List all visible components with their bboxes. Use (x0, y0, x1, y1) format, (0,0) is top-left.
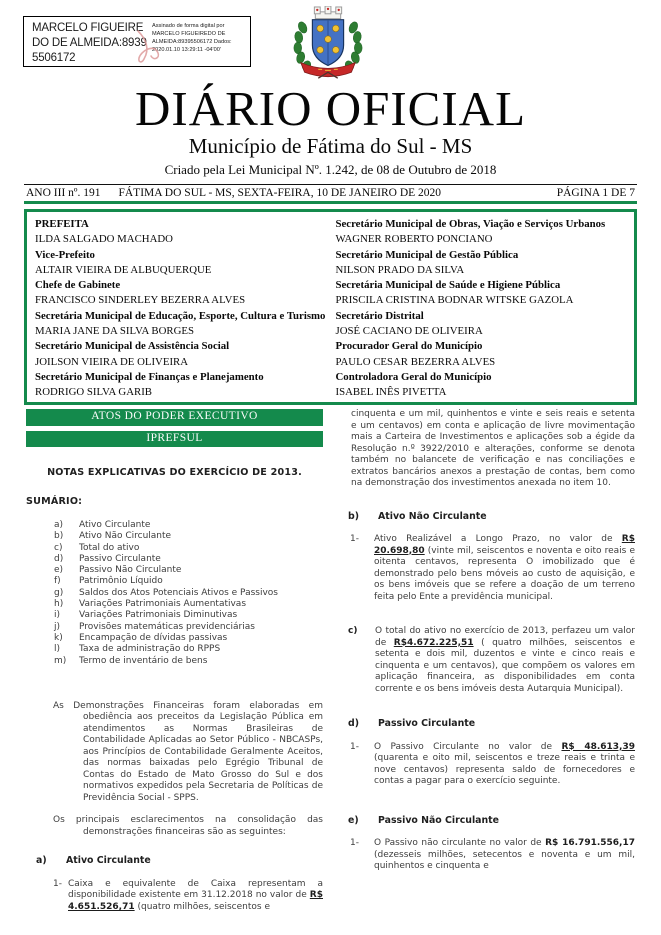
edition-number: ANO III nº. 191 (26, 187, 101, 199)
official-entry: Secretário Municipal de Assistência Social JOILSON VIEIRA DE OLIVEIRA (35, 340, 230, 368)
official-entry: Procurador Geral do Município PAULO CESAR BEZERRA ALVES (335, 340, 496, 368)
summary-item: k) Encampação de dívidas passivas (54, 632, 228, 643)
value-passivo-nao-circulante: R$ 16.791.556,17 (545, 838, 635, 848)
gazette-subtitle: Município de Fátima do Sul - MS (188, 134, 473, 158)
official-entry: Secretário Municipal de Gestão Pública NILSON PRADO DA SILVA (335, 248, 519, 276)
official-entry: Vice-Prefeito ALTAIR VIEIRA DE ALBUQUERQUE (35, 248, 212, 276)
item-c: c) O total do ativo no exercício de 2013, perfazeu um valor de R$4.672.225,51 ( quatro milhões, seiscentos e setenta e dois mil, duzentos e vinte e cinco reais e cinquenta e um centavos), que compõem os valores em aplicação financeira, as disponibilidades em conta corrente e os bens imóveis desta Autarquia Municipal). (348, 626, 635, 694)
official-entry: Controladora Geral do Município ISABEL INÊS PIVETTA (335, 370, 492, 399)
officials-left-column (35, 217, 326, 399)
paragraph-norms: As Demonstrações Financeiras foram elaboradas em obediência aos preceitos da Legislação Pública em atendimentos as Normas Brasileiras de Contabilidade Aplicadas ao Setor Público - NBCASPs, aos Princípios de Contabilidade Geralmente Aceitos, das normas baixadas pelo Egrégio Tribunal de Contas do Estado de Mato Grosso do Sul e dos normativos expedidos pela Secretaria de Políticas de Previdência Social - SPPS. (53, 700, 323, 803)
page-indicator: PÁGINA 1 DE 7 (556, 187, 635, 199)
item-d1: 1- O Passivo Circulante no valor de R$ 48.613,39 (quarenta e oito mil, seiscentos e treze reais e trinta e nove centavos) representa saldo de fornecedores e contas a pagar para o exercício seguinte. (350, 741, 636, 786)
official-entry: Secretário Distrital JOSÉ CACIANO DE OLIVEIRA (335, 309, 483, 338)
value-passivo-circulante: R$ 48.613,39 (561, 741, 636, 752)
creation-law-line: Criado pela Lei Municipal Nº. 1.242, de 08 de Outubro de 2018 (164, 162, 497, 177)
officials-right-column (335, 217, 627, 399)
officials-box (24, 209, 637, 405)
municipal-crest (289, 6, 367, 84)
summary-item: j) Provisões matemáticas previdenciárias (54, 621, 255, 632)
section-banner-iprefsul: IPREFSUL (26, 431, 323, 448)
digital-signature-box (23, 16, 251, 67)
value-ativo-circulante: R$ 4.651.526,71 (68, 890, 323, 912)
summary-item: e) Passivo Não Circulante (54, 565, 182, 576)
item-a1: 1- Caixa e equivalente de Caixa representam a disponibilidade existente em 31.12.2018 no valor de R$ 4.651.526,71 (quatro milhões, seiscentos e (53, 878, 323, 912)
section-heading-a: a) Ativo Circulante (36, 855, 151, 867)
gazette-title: DIÁRIO OFICIAL (135, 81, 526, 136)
article-heading: NOTAS EXPLICATIVAS DO EXERCÍCIO DE 2013. (47, 467, 302, 478)
summary-item: f) Patrimônio Líquido (54, 576, 163, 587)
summary-item: a) Ativo Circulante (54, 520, 151, 530)
official-entry: Secretário Municipal de Obras, Viação e Serviços Urbanos WAGNER ROBERTO PONCIANO (335, 218, 606, 246)
value-total-ativo: R$4.672.225,51 (393, 637, 474, 648)
official-entry: Secretária Municipal de Saúde e Higiene Pública PRISCILA CRISTINA BODNAR WITSKE GAZOLA (335, 279, 574, 307)
section-heading-d: d) Passivo Circulante (348, 718, 476, 729)
left-column (26, 409, 323, 913)
value-realizavel-longo-prazo: R$ 20.698,80 (374, 534, 635, 556)
summary-item: m) Termo de inventário de bens (54, 655, 208, 666)
official-entry: Secretário Municipal de Finanças e Planejamento RODRIGO SILVA GARIB (35, 370, 264, 399)
summary-title: SUMÁRIO: (26, 495, 83, 507)
item-e1: 1- O Passivo não circulante no valor de R$ 16.791.556,17 (dezesseis milhões, setecentos e noventa e um mil, quinhentos e cinquenta e (350, 838, 635, 871)
summary-item: d) Passivo Circulante (54, 553, 161, 564)
summary-item: c) Total do ativo (54, 542, 140, 553)
body-columns (0, 405, 661, 913)
signature-details: Assinado de forma digital por MARCELO FIGUEIREDO DE ALMEIDA:89395506172 Dados: 2020.01.10 13:29:11 -04'00' (152, 23, 232, 53)
signature-signer-name: MARCELO FIGUEIREDO DE ALMEIDA:89395506172 (32, 22, 147, 64)
summary-item: g) Saldos dos Atos Potenciais Ativos e Passivos (54, 587, 278, 598)
section-heading-b: b) Ativo Não Circulante (348, 510, 487, 522)
paragraph-clarifications: Os principais esclarecimentos na consolidação das demonstrações financeiras são as seguintes: (53, 815, 323, 837)
summary-list (26, 520, 323, 667)
summary-item: b) Ativo Não Circulante (54, 531, 172, 542)
official-entry: Secretária Municipal de Educação, Esporte, Cultura e Turismo MARIA JANE DA SILVA BORGES (35, 309, 326, 338)
item-b1: 1- Ativo Realizável a Longo Prazo, no valor de R$ 20.698,80 (vinte mil, seiscentos e noventa e oito reais e oitenta centavos, representa O imobilizado que é demonstrado pelo bens móveis ao custo de aquisição, e os bens imóveis que se refere a doação de um terreno feita pelo Ente a previdência municipal. (350, 534, 635, 602)
official-entry: PREFEITA ILDA SALGADO MACHADO (35, 218, 173, 246)
summary-item: l) Taxa de administração do RPPS (54, 644, 221, 655)
green-divider (24, 201, 637, 204)
right-column (338, 409, 635, 913)
paragraph-continuation: cinquenta e um mil, quinhentos e vinte e seis reais e setenta e um centavos) em conta e aplicação de livre movimentação mais a Carteira de Investimentos e aplicações sob a égide da Resolução n.º 3922/2010 e alterações, conforme se denota também no balancete de verificação e nas conciliações e extratos bancários anexos a prestação de contas, bem como na demonstração dos investimentos anexada no item 10. (351, 409, 635, 488)
edition-date: FÁTIMA DO SUL - MS, SEXTA-FEIRA, 10 DE JANEIRO DE 2020 (118, 187, 442, 199)
section-banner-executivo: ATOS DO PODER EXECUTIVO (26, 409, 323, 426)
summary-item: i) Variações Patrimoniais Diminutivas (54, 610, 238, 621)
date-bar (0, 185, 661, 200)
official-entry: Chefe de Gabinete FRANCISCO SINDERLEY BEZERRA ALVES (35, 279, 246, 307)
section-heading-e: e) Passivo Não Circulante (348, 814, 500, 826)
summary-item: h) Variações Patrimoniais Aumentativas (54, 599, 247, 610)
